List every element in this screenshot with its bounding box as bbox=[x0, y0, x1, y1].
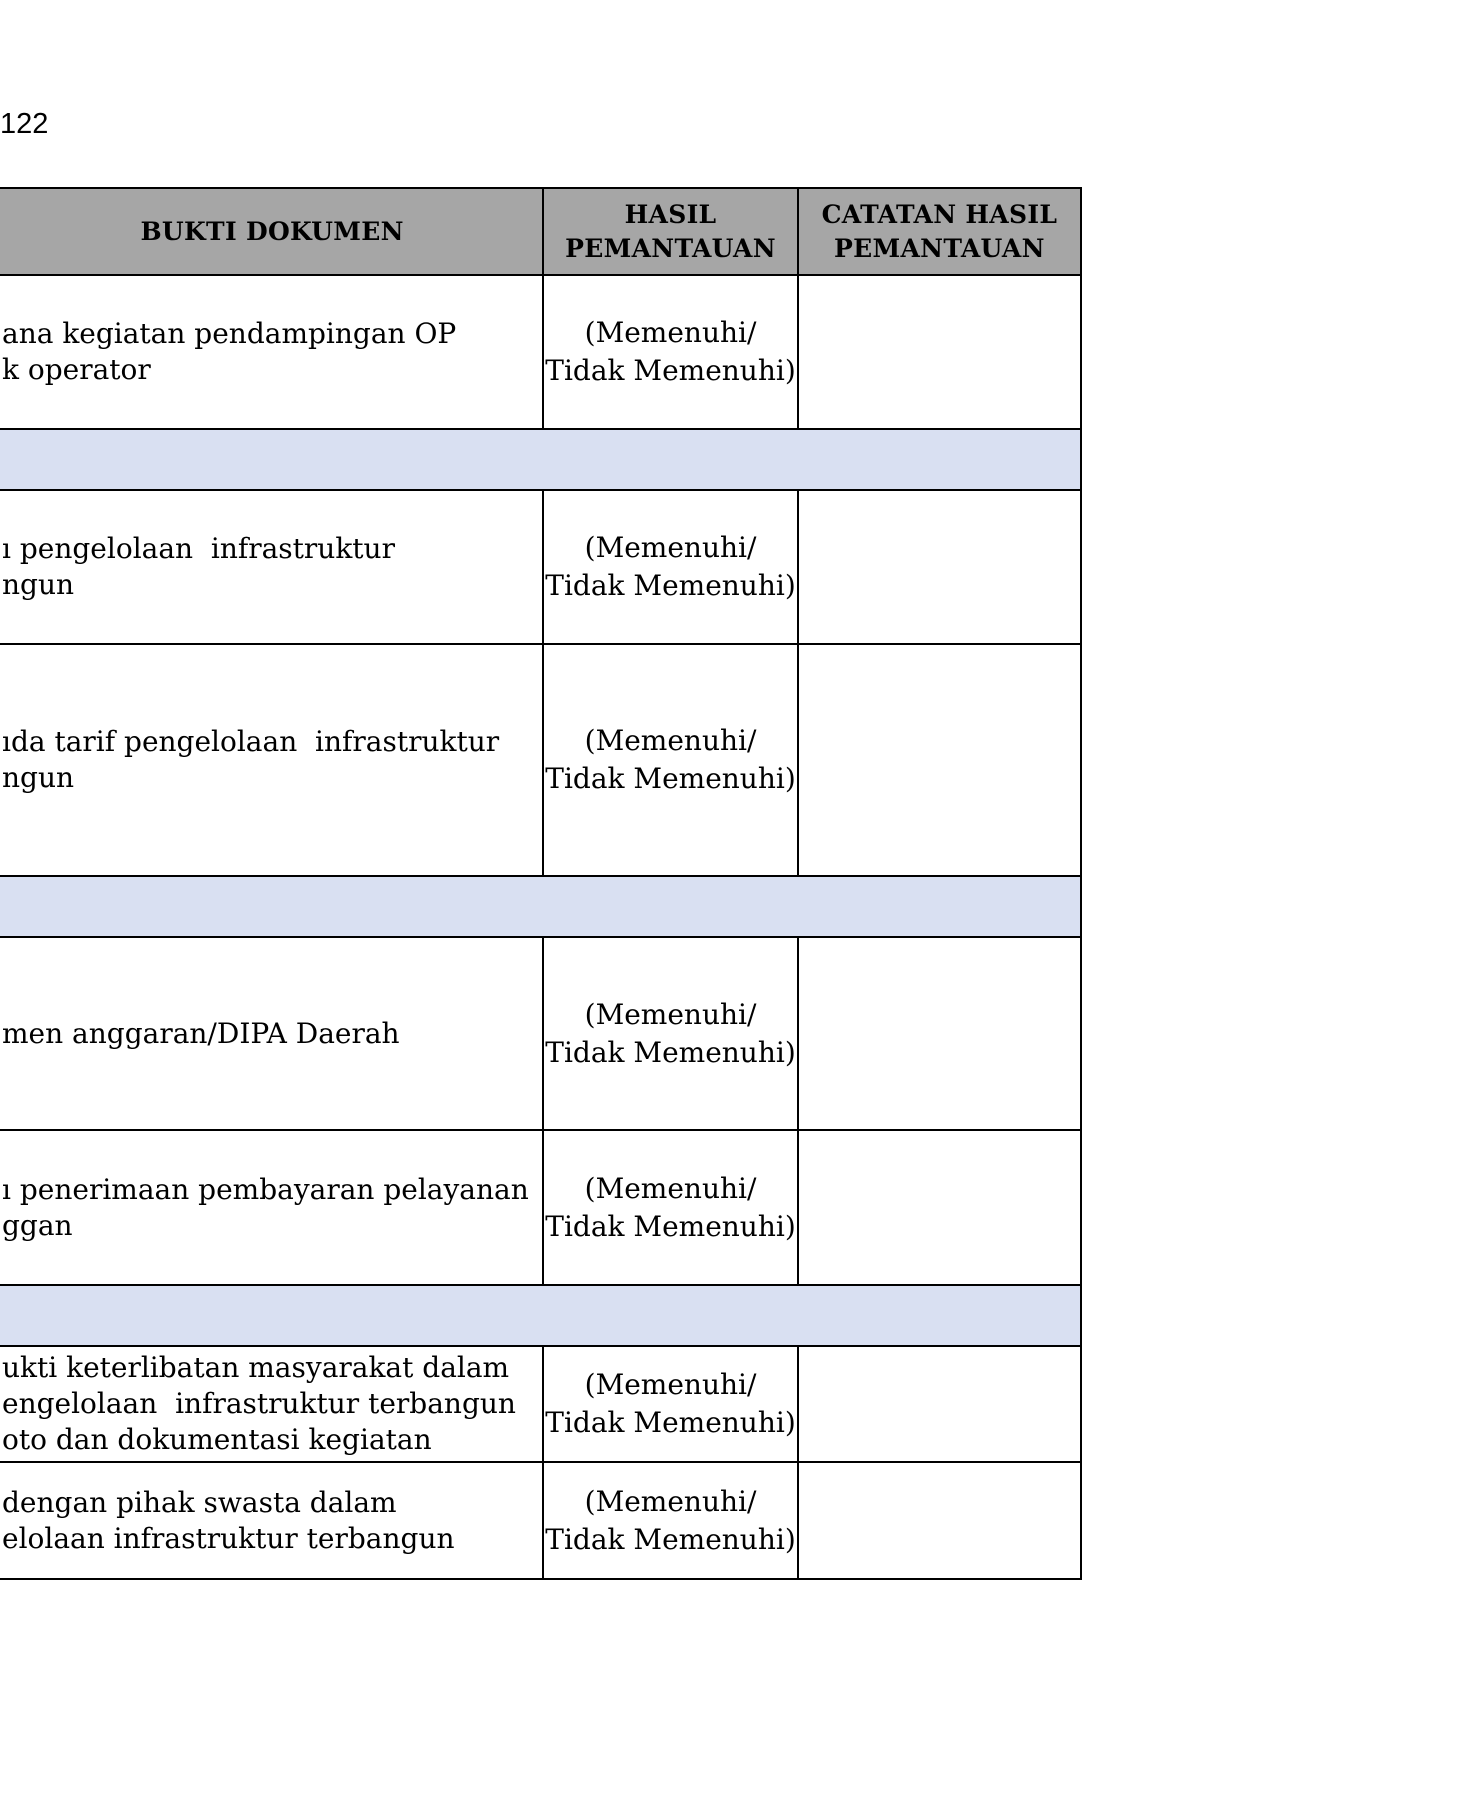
header-catatan-hasil-pemantauan: CATATAN HASIL PEMANTAUAN bbox=[798, 188, 1081, 275]
section-band bbox=[0, 876, 1081, 937]
table-row bbox=[0, 937, 1081, 1130]
monitoring-table bbox=[0, 187, 1082, 1580]
hasil-cell: (Memenuhi/ Tidak Memenuhi) bbox=[543, 1346, 798, 1462]
table-header-row bbox=[0, 188, 1081, 275]
table-row bbox=[0, 644, 1081, 876]
hasil-cell: (Memenuhi/ Tidak Memenuhi) bbox=[543, 275, 798, 429]
table-row bbox=[0, 1130, 1081, 1285]
table-row bbox=[0, 275, 1081, 429]
section-band bbox=[0, 1285, 1081, 1346]
bukti-cell: ı penerimaan pembayaran pelayanan ggan bbox=[0, 1130, 543, 1285]
section-row bbox=[0, 1285, 1081, 1346]
table-row bbox=[0, 490, 1081, 644]
catatan-cell bbox=[798, 1462, 1081, 1579]
hasil-cell: (Memenuhi/ Tidak Memenuhi) bbox=[543, 1462, 798, 1579]
section-band bbox=[0, 429, 1081, 490]
bukti-cell: ana kegiatan pendampingan OP k operator bbox=[0, 275, 543, 429]
catatan-cell bbox=[798, 644, 1081, 876]
catatan-cell bbox=[798, 937, 1081, 1130]
section-row bbox=[0, 876, 1081, 937]
catatan-cell bbox=[798, 275, 1081, 429]
page-number: 122 bbox=[0, 108, 49, 140]
table-row bbox=[0, 1462, 1081, 1579]
bukti-cell: dengan pihak swasta dalam elolaan infrastruktur terbangun bbox=[0, 1462, 543, 1579]
bukti-cell: men anggaran/DIPA Daerah bbox=[0, 937, 543, 1130]
catatan-cell bbox=[798, 1346, 1081, 1462]
bukti-cell: ıda tarif pengelolaan infrastruktur ngun bbox=[0, 644, 543, 876]
bukti-cell: ukti keterlibatan masyarakat dalam engelolaan infrastruktur terbangun oto dan dokumentasi kegiatan bbox=[0, 1346, 543, 1462]
header-bukti-dokumen: BUKTI DOKUMEN bbox=[0, 188, 543, 275]
hasil-cell: (Memenuhi/ Tidak Memenuhi) bbox=[543, 490, 798, 644]
hasil-cell: (Memenuhi/ Tidak Memenuhi) bbox=[543, 644, 798, 876]
table-row bbox=[0, 1346, 1081, 1462]
catatan-cell bbox=[798, 1130, 1081, 1285]
hasil-cell: (Memenuhi/ Tidak Memenuhi) bbox=[543, 937, 798, 1130]
hasil-cell: (Memenuhi/ Tidak Memenuhi) bbox=[543, 1130, 798, 1285]
catatan-cell bbox=[798, 490, 1081, 644]
section-row bbox=[0, 429, 1081, 490]
header-hasil-pemantauan: HASIL PEMANTAUAN bbox=[543, 188, 798, 275]
bukti-cell: ı pengelolaan infrastruktur ngun bbox=[0, 490, 543, 644]
